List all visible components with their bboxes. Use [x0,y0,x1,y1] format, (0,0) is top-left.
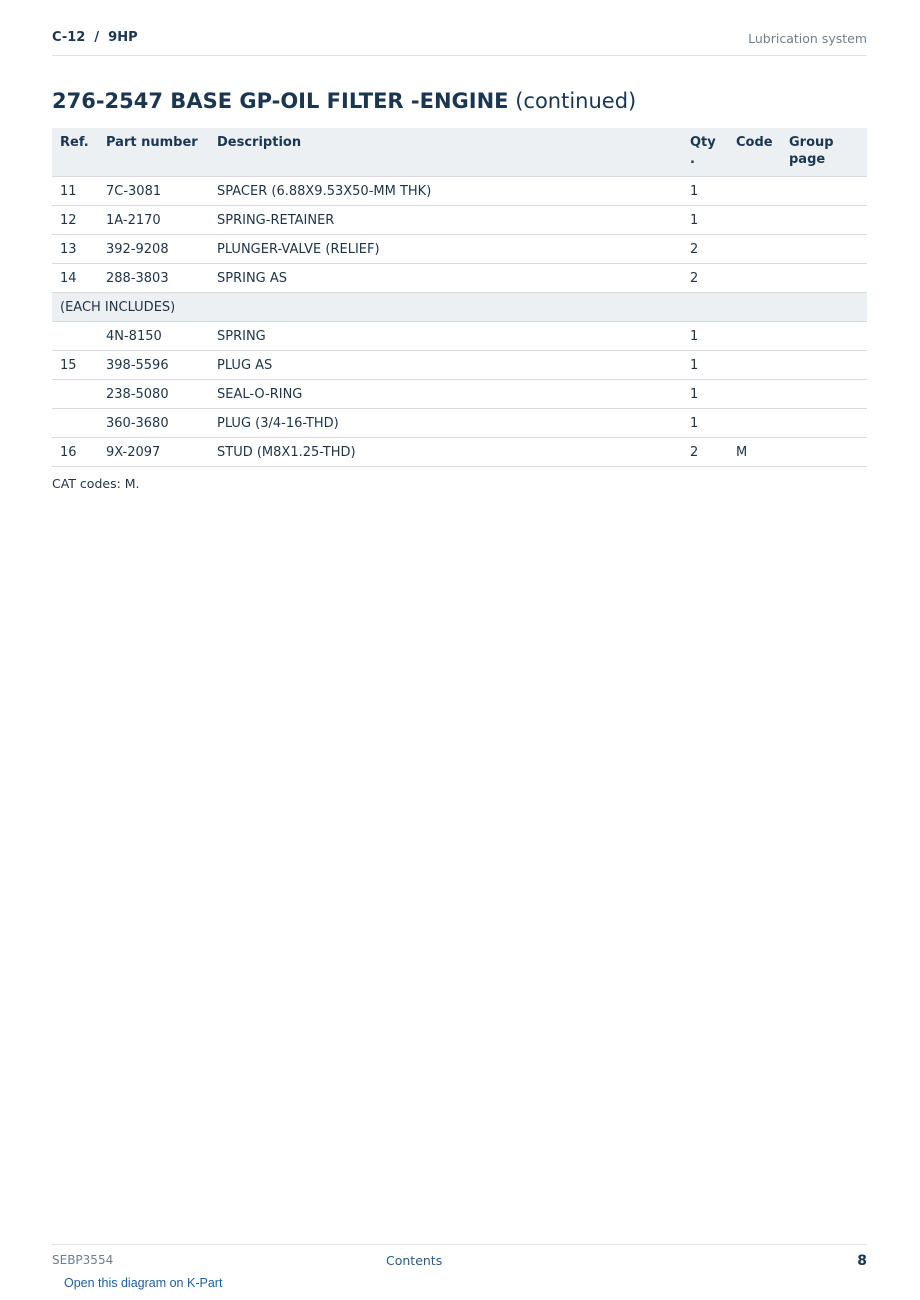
cell-description: SPRING-RETAINER [217,206,690,235]
subheader-text: (EACH INCLUDES) [52,293,867,322]
cell-part-number: 9X-2097 [106,438,217,467]
contents-link[interactable]: Contents [386,1253,443,1268]
cell-group-page [789,380,867,409]
cell-qty: 2 [690,438,736,467]
cell-qty: 1 [690,206,736,235]
page-number: 8 [857,1253,867,1269]
cell-description: PLUNGER-VALVE (RELIEF) [217,235,690,264]
cell-group-page [789,177,867,206]
cell-description: SPRING AS [217,264,690,293]
cell-part-number: 238-5080 [106,380,217,409]
cell-part-number: 4N-8150 [106,322,217,351]
cell-code [736,409,789,438]
table-row [52,351,867,380]
cell-description: PLUG AS [217,351,690,380]
table-row [52,235,867,264]
cell-group-page [789,264,867,293]
cell-ref: 13 [52,235,106,264]
cell-ref: 12 [52,206,106,235]
page-footer [52,1244,867,1275]
col-header-ref: Ref. [52,128,106,177]
cell-part-number: 1A-2170 [106,206,217,235]
cell-ref [52,409,106,438]
table-row [52,322,867,351]
cell-group-page [789,438,867,467]
cell-code [736,351,789,380]
cell-group-page [789,206,867,235]
cell-group-page [789,235,867,264]
cell-qty: 1 [690,409,736,438]
parts-table [52,128,867,467]
table-row [52,380,867,409]
cell-ref: 16 [52,438,106,467]
cell-ref [52,322,106,351]
doc-code: SEBP3554 [52,1253,114,1267]
model-label: C-12 / 9HP [52,30,138,45]
col-header-code: Code [736,128,789,177]
col-header-description: Description [217,128,690,177]
col-header-qty: Qty . [690,128,736,177]
table-header-row [52,128,867,177]
col-header-group-page: Group page [789,128,867,177]
cell-qty: 1 [690,380,736,409]
cell-code [736,380,789,409]
cell-ref [52,380,106,409]
page-title-suffix: (continued) [515,89,637,113]
cell-qty: 2 [690,235,736,264]
cell-code [736,177,789,206]
kpart-link[interactable]: Open this diagram on K-Part [64,1276,223,1290]
table-row [52,264,867,293]
cell-code: M [736,438,789,467]
cell-description: STUD (M8X1.25-THD) [217,438,690,467]
parts-table-body [52,177,867,467]
table-row [52,206,867,235]
cell-qty: 2 [690,264,736,293]
cell-group-page [789,351,867,380]
cell-part-number: 7C-3081 [106,177,217,206]
cell-qty: 1 [690,351,736,380]
cell-ref: 15 [52,351,106,380]
cell-qty: 1 [690,322,736,351]
cell-part-number: 360-3680 [106,409,217,438]
table-row [52,438,867,467]
cell-group-page [789,409,867,438]
cat-codes-note: CAT codes: M. [52,476,140,491]
table-subheader-row [52,293,867,322]
cell-ref: 14 [52,264,106,293]
cell-part-number: 398-5596 [106,351,217,380]
cell-code [736,206,789,235]
cell-description: SPACER (6.88X9.53X50-MM THK) [217,177,690,206]
cell-ref: 11 [52,177,106,206]
cell-description: SEAL-O-RING [217,380,690,409]
section-label: Lubrication system [748,31,867,46]
cell-code [736,322,789,351]
cell-group-page [789,322,867,351]
col-header-part-number: Part number [106,128,217,177]
page-title-main: 276-2547 BASE GP-OIL FILTER -ENGINE [52,89,509,113]
page-title [52,89,636,113]
cell-qty: 1 [690,177,736,206]
table-row [52,177,867,206]
cell-part-number: 288-3803 [106,264,217,293]
cell-description: SPRING [217,322,690,351]
page-header [52,28,867,56]
cell-code [736,264,789,293]
cell-description: PLUG (3/4-16-THD) [217,409,690,438]
table-row [52,409,867,438]
cell-code [736,235,789,264]
cell-part-number: 392-9208 [106,235,217,264]
